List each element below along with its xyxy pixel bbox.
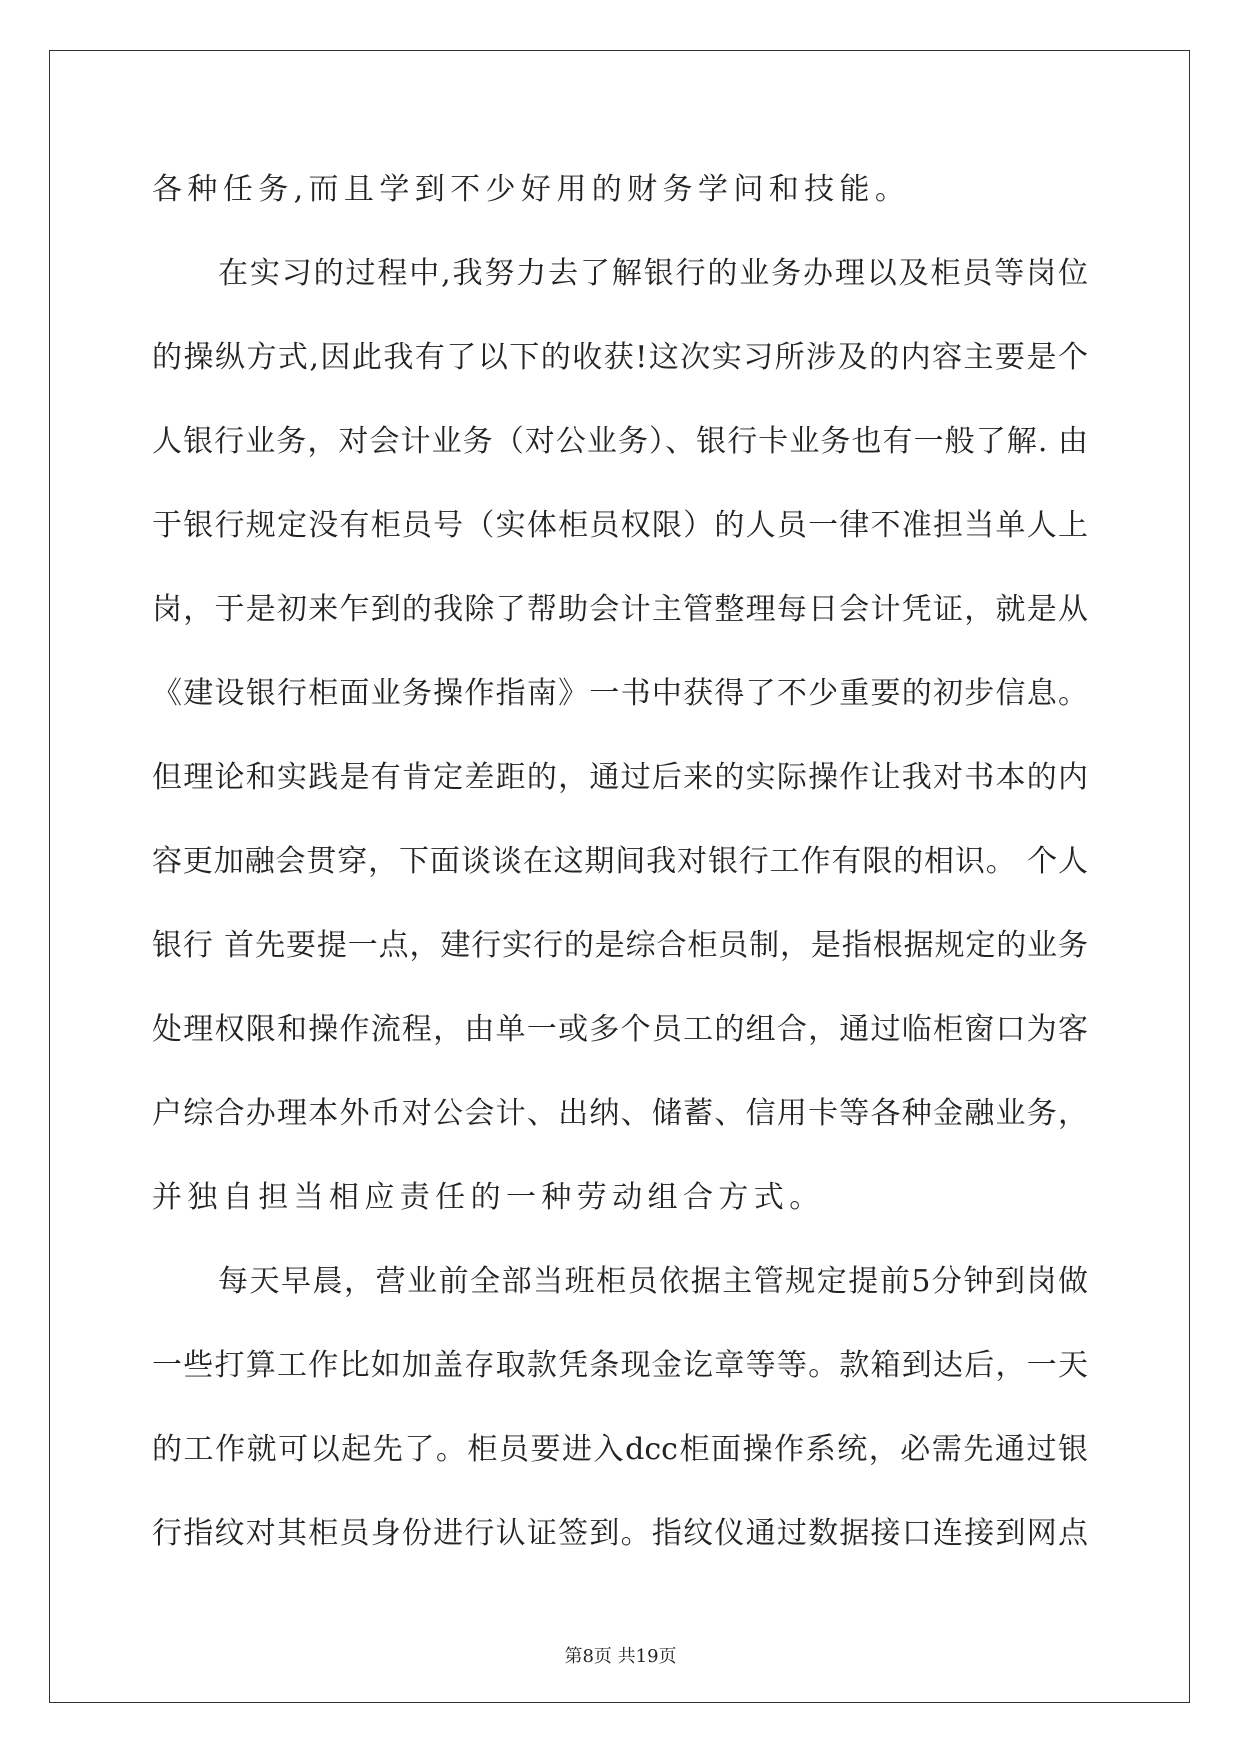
text-line: 并独自担当相应责任的一种劳动组合方式。	[152, 1180, 825, 1215]
text-line: 容更加融会贯穿，下面谈谈在这期间我对银行工作有限的相识。 个人	[152, 844, 1088, 879]
text-line: 各种任务,而且学到不少好用的财务学问和技能。	[152, 172, 911, 207]
text-line: 行指纹对其柜员身份进行认证签到。指纹仪通过数据接口连接到网点	[152, 1516, 1088, 1551]
text-line: 岗，于是初来乍到的我除了帮助会计主管整理每日会计凭证，就是从	[152, 592, 1088, 627]
text-line: 但理论和实践是有肯定差距的，通过后来的实际操作让我对书本的内	[152, 760, 1088, 795]
text-line: 户综合办理本外币对公会计、出纳、储蓄、信用卡等各种金融业务，	[152, 1096, 1088, 1131]
text-line: 每天早晨，营业前全部当班柜员依据主管规定提前5分钟到岗做	[218, 1264, 1088, 1299]
text-line: 银行 首先要提一点，建行实行的是综合柜员制，是指根据规定的业务	[152, 928, 1088, 963]
text-line: 《建设银行柜面业务操作指南》一书中获得了不少重要的初步信息。	[152, 676, 1088, 711]
text-line: 于银行规定没有柜员号（实体柜员权限）的人员一律不准担当单人上	[152, 508, 1088, 543]
text-line: 在实习的过程中,我努力去了解银行的业务办理以及柜员等岗位	[218, 256, 1088, 291]
document-body	[152, 160, 1088, 1588]
text-line: 的操纵方式,因此我有了以下的收获!这次实习所涉及的内容主要是个	[152, 340, 1088, 375]
text-line: 处理权限和操作流程，由单一或多个员工的组合，通过临柜窗口为客	[152, 1012, 1088, 1047]
text-line: 人银行业务，对会计业务（对公业务）、银行卡业务也有一般了解. 由	[152, 424, 1088, 459]
text-line: 一些打算工作比如加盖存取款凭条现金讫章等等。款箱到达后，一天	[152, 1348, 1088, 1383]
page-number: 第8页 共19页	[564, 1646, 677, 1667]
text-line: 的工作就可以起先了。柜员要进入dcc柜面操作系统，必需先通过银	[152, 1432, 1088, 1467]
